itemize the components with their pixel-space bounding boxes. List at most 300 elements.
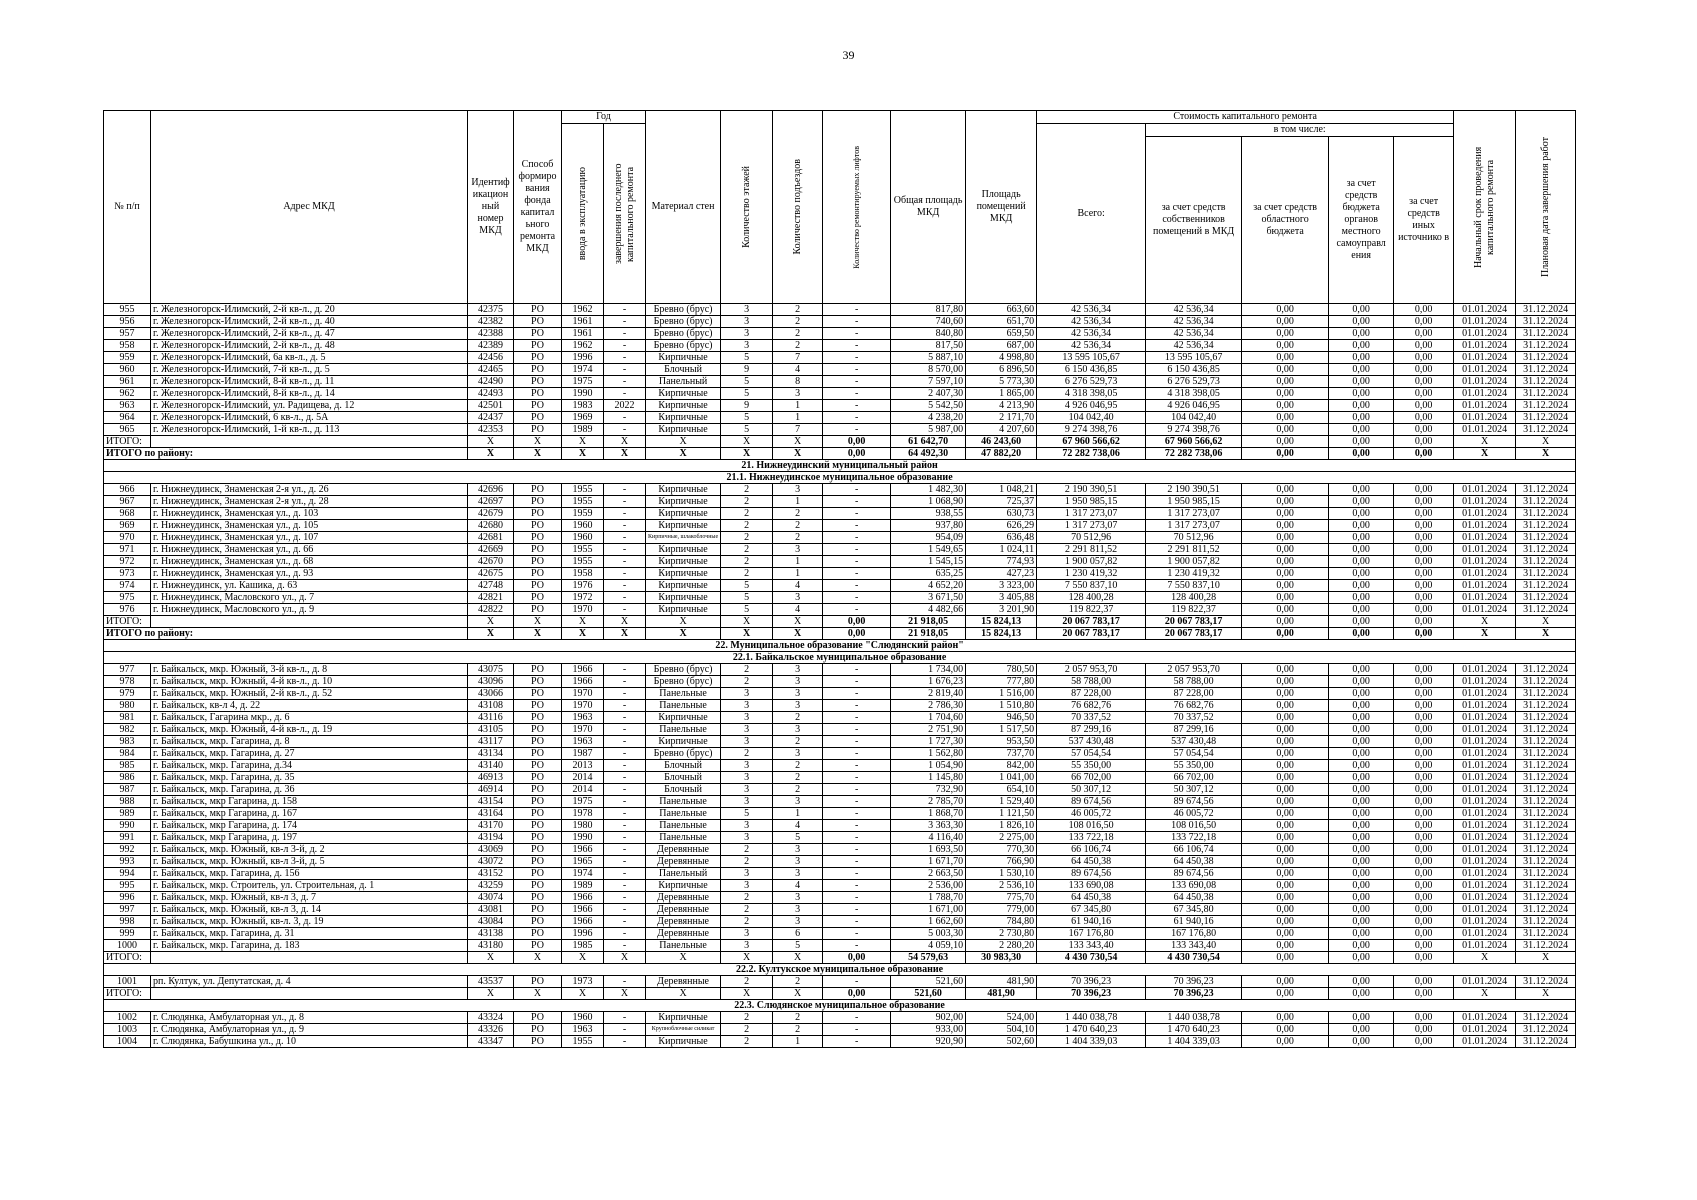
- table-cell: 01.01.2024: [1454, 340, 1516, 352]
- table-cell: 2: [721, 904, 773, 916]
- table-cell: 31.12.2024: [1516, 724, 1576, 736]
- table-cell: 5: [773, 832, 823, 844]
- table-cell: -: [604, 580, 646, 592]
- table-cell: 64 450,38: [1146, 892, 1242, 904]
- table-cell: 21 918,05: [891, 628, 966, 640]
- table-cell: 0,00: [1242, 832, 1329, 844]
- table-cell: 0,00: [1242, 892, 1329, 904]
- table-cell: Панельные: [646, 700, 721, 712]
- table-cell: 8: [773, 376, 823, 388]
- table-cell: X: [604, 988, 646, 1000]
- table-cell: X: [1454, 436, 1516, 448]
- table-cell: 953,50: [966, 736, 1037, 748]
- table-cell: 1: [773, 496, 823, 508]
- table-cell: 72 282 738,06: [1037, 448, 1146, 460]
- table-cell: 1: [773, 400, 823, 412]
- table-cell: 0,00: [1242, 352, 1329, 364]
- table-cell: 01.01.2024: [1454, 412, 1516, 424]
- table-cell: 0,00: [1394, 688, 1454, 700]
- table-cell: Кирпичные: [646, 544, 721, 556]
- table-cell: 987: [104, 784, 151, 796]
- table-cell: 31.12.2024: [1516, 700, 1576, 712]
- table-cell: 22.2. Култукское муниципальное образование: [104, 964, 1576, 976]
- table-cell: 4: [773, 604, 823, 616]
- table-cell: Бревно (брус): [646, 304, 721, 316]
- table-cell: 2: [773, 976, 823, 988]
- table-cell: Крупноблочные силикат: [646, 1024, 721, 1036]
- table-cell: 31.12.2024: [1516, 832, 1576, 844]
- table-cell: 0,00: [1329, 424, 1394, 436]
- table-cell: 770,30: [966, 844, 1037, 856]
- table-cell: г. Байкальск, мкр. Южный, кв-л. 3, д. 19: [151, 916, 468, 928]
- table-cell: г. Байкальск, мкр Гагарина, д. 174: [151, 820, 468, 832]
- table-cell: -: [823, 1024, 891, 1036]
- table-cell: 626,29: [966, 520, 1037, 532]
- table-cell: 1 317 273,07: [1146, 508, 1242, 520]
- table-cell: РО: [514, 304, 562, 316]
- table-cell: 0,00: [1394, 616, 1454, 628]
- table-cell: 0,00: [823, 988, 891, 1000]
- table-cell: 43194: [468, 832, 514, 844]
- table-cell: 4: [773, 364, 823, 376]
- table-cell: X: [721, 616, 773, 628]
- table-cell: 01.01.2024: [1454, 376, 1516, 388]
- table-cell: 0,00: [1394, 772, 1454, 784]
- table-cell: 2: [721, 1024, 773, 1036]
- table-cell: 7 550 837,10: [1037, 580, 1146, 592]
- table-cell: 5 542,50: [891, 400, 966, 412]
- header-method: Способ формиро вания фонда капитал ьного ремонта МКД: [514, 111, 562, 304]
- table-cell: 0,00: [1329, 496, 1394, 508]
- table-cell: 01.01.2024: [1454, 688, 1516, 700]
- table-cell: -: [823, 916, 891, 928]
- table-cell: 22.3. Слюдянское муниципальное образование: [104, 1000, 1576, 1012]
- table-cell: 3: [721, 796, 773, 808]
- table-cell: 1 693,50: [891, 844, 966, 856]
- table-cell: РО: [514, 364, 562, 376]
- table-cell: 1990: [562, 832, 604, 844]
- table-cell: 21 918,05: [891, 616, 966, 628]
- table-cell: РО: [514, 388, 562, 400]
- table-cell: 998: [104, 916, 151, 928]
- table-cell: 0,00: [1242, 796, 1329, 808]
- table-cell: 3 363,30: [891, 820, 966, 832]
- table-cell: 840,80: [891, 328, 966, 340]
- table-cell: г. Слюдянка, Бабушкина ул., д. 10: [151, 1036, 468, 1048]
- table-cell: Деревянные: [646, 904, 721, 916]
- table-cell: 0,00: [1242, 880, 1329, 892]
- table-cell: 31.12.2024: [1516, 508, 1576, 520]
- table-cell: 1 671,00: [891, 904, 966, 916]
- table-cell: 66 702,00: [1146, 772, 1242, 784]
- table-cell: 3: [721, 688, 773, 700]
- table-cell: 87 299,16: [1037, 724, 1146, 736]
- table-cell: 725,37: [966, 496, 1037, 508]
- table-cell: 3: [721, 328, 773, 340]
- table-cell: 01.01.2024: [1454, 532, 1516, 544]
- table-cell: 1000: [104, 940, 151, 952]
- table-cell: 31.12.2024: [1516, 1024, 1576, 1036]
- table-cell: 0,00: [1242, 916, 1329, 928]
- table-cell: 1 676,23: [891, 676, 966, 688]
- table-cell: 01.01.2024: [1454, 832, 1516, 844]
- table-cell: 1 704,60: [891, 712, 966, 724]
- table-cell: 1 482,30: [891, 484, 966, 496]
- table-cell: 31.12.2024: [1516, 748, 1576, 760]
- table-cell: г. Нижнеудинск, Знаменская ул., д. 93: [151, 568, 468, 580]
- table-cell: 133 690,08: [1146, 880, 1242, 892]
- table-cell: 43096: [468, 676, 514, 688]
- table-cell: 1 517,50: [966, 724, 1037, 736]
- table-row: [104, 520, 1576, 532]
- table-cell: 42670: [468, 556, 514, 568]
- table-cell: Панельные: [646, 796, 721, 808]
- table-cell: 4 430 730,54: [1146, 952, 1242, 964]
- table-cell: 01.01.2024: [1454, 772, 1516, 784]
- table-cell: 0,00: [1329, 940, 1394, 952]
- table-cell: 2: [721, 676, 773, 688]
- header-floors: Количество этажей: [721, 111, 773, 304]
- table-cell: 1 470 640,23: [1037, 1024, 1146, 1036]
- table-cell: 0,00: [1242, 1036, 1329, 1048]
- table-cell: 70 396,23: [1146, 988, 1242, 1000]
- table-cell: 1970: [562, 724, 604, 736]
- table-cell: 0,00: [1242, 532, 1329, 544]
- table-cell: 0,00: [1329, 1012, 1394, 1024]
- table-cell: 0,00: [1329, 340, 1394, 352]
- table-cell: -: [823, 340, 891, 352]
- table-cell: 20 067 783,17: [1146, 616, 1242, 628]
- table-cell: 995: [104, 880, 151, 892]
- table-cell: г. Железногорск-Илимский, 7-й кв-л., д. 5: [151, 364, 468, 376]
- table-row: [104, 400, 1576, 412]
- table-cell: 42 536,34: [1037, 316, 1146, 328]
- table-row: [104, 664, 1576, 676]
- table-cell: Кирпичные: [646, 388, 721, 400]
- table-row: [104, 784, 1576, 796]
- table-cell: 0,00: [1242, 388, 1329, 400]
- table-cell: -: [604, 832, 646, 844]
- table-cell: 64 450,38: [1037, 856, 1146, 868]
- table-cell: 0,00: [1242, 616, 1329, 628]
- table-cell: Кирпичные: [646, 592, 721, 604]
- table-cell: Деревянные: [646, 844, 721, 856]
- table-row: [104, 376, 1576, 388]
- table-cell: Кирпичные: [646, 1012, 721, 1024]
- table-cell: 1989: [562, 424, 604, 436]
- table-cell: 1 530,10: [966, 868, 1037, 880]
- table-cell: 64 492,30: [891, 448, 966, 460]
- table-cell: 3: [721, 820, 773, 832]
- table-cell: 0,00: [1242, 700, 1329, 712]
- table-cell: 0,00: [1394, 448, 1454, 460]
- table-cell: -: [823, 592, 891, 604]
- table-cell: Кирпичные: [646, 424, 721, 436]
- table-cell: г. Нижнеудинск, Знаменская 2-я ул., д. 28: [151, 496, 468, 508]
- table-cell: 31.12.2024: [1516, 304, 1576, 316]
- table-cell: 46913: [468, 772, 514, 784]
- table-cell: 01.01.2024: [1454, 364, 1516, 376]
- table-cell: -: [604, 304, 646, 316]
- table-cell: 133 722,18: [1037, 832, 1146, 844]
- table-cell: 0,00: [1329, 868, 1394, 880]
- table-cell: 1985: [562, 940, 604, 952]
- section-row: [104, 1000, 1576, 1012]
- table-cell: 76 682,76: [1037, 700, 1146, 712]
- table-cell: X: [604, 448, 646, 460]
- table-cell: РО: [514, 688, 562, 700]
- table-cell: -: [604, 340, 646, 352]
- table-cell: 2: [773, 532, 823, 544]
- table-cell: 43140: [468, 760, 514, 772]
- table-cell: 67 960 566,62: [1037, 436, 1146, 448]
- table-cell: 0,00: [1242, 604, 1329, 616]
- district-total-row: [104, 448, 1576, 460]
- table-cell: 0,00: [1394, 856, 1454, 868]
- table-cell: -: [604, 1024, 646, 1036]
- table-cell: РО: [514, 412, 562, 424]
- table-cell: 31.12.2024: [1516, 976, 1576, 988]
- header-cost: Стоимость капитального ремонта: [1037, 111, 1454, 124]
- table-cell: Кирпичные: [646, 556, 721, 568]
- table-cell: г. Байкальск, мкр. Гагарина, д.34: [151, 760, 468, 772]
- table-cell: 4 116,40: [891, 832, 966, 844]
- table-cell: 67 960 566,62: [1146, 436, 1242, 448]
- table-cell: 31.12.2024: [1516, 400, 1576, 412]
- table-cell: -: [823, 520, 891, 532]
- table-cell: 31.12.2024: [1516, 364, 1576, 376]
- table-cell: Кирпичные: [646, 484, 721, 496]
- table-cell: 0,00: [1394, 712, 1454, 724]
- table-cell: 31.12.2024: [1516, 556, 1576, 568]
- table-cell: 958: [104, 340, 151, 352]
- table-row: [104, 844, 1576, 856]
- table-cell: -: [823, 388, 891, 400]
- table-cell: 104 042,40: [1146, 412, 1242, 424]
- table-cell: 1: [773, 556, 823, 568]
- table-cell: 2: [773, 1024, 823, 1036]
- table-cell: 0,00: [1242, 448, 1329, 460]
- table-cell: -: [604, 892, 646, 904]
- table-cell: X: [514, 628, 562, 640]
- table-cell: 0,00: [1394, 808, 1454, 820]
- table-row: [104, 364, 1576, 376]
- table-cell: 1966: [562, 676, 604, 688]
- table-cell: 946,50: [966, 712, 1037, 724]
- table-cell: -: [604, 928, 646, 940]
- table-cell: РО: [514, 928, 562, 940]
- table-cell: 0,00: [1329, 400, 1394, 412]
- table-cell: -: [823, 328, 891, 340]
- table-cell: 0,00: [1329, 1036, 1394, 1048]
- table-cell: -: [823, 736, 891, 748]
- table-cell: -: [823, 496, 891, 508]
- table-cell: Панельные: [646, 688, 721, 700]
- subtotal-row: [104, 436, 1576, 448]
- table-cell: 979: [104, 688, 151, 700]
- table-cell: 119 822,37: [1146, 604, 1242, 616]
- table-cell: 6 150 436,85: [1037, 364, 1146, 376]
- table-cell: 1963: [562, 736, 604, 748]
- table-cell: 5 773,30: [966, 376, 1037, 388]
- table-cell: 2: [721, 1012, 773, 1024]
- table-cell: 0,00: [1242, 988, 1329, 1000]
- table-cell: -: [823, 820, 891, 832]
- table-cell: Блочный: [646, 760, 721, 772]
- table-cell: 01.01.2024: [1454, 760, 1516, 772]
- table-cell: г. Байкальск, мкр. Южный, кв-л 3, д. 14: [151, 904, 468, 916]
- table-cell: 0,00: [1329, 676, 1394, 688]
- table-cell: 2 190 390,51: [1037, 484, 1146, 496]
- table-cell: 31.12.2024: [1516, 316, 1576, 328]
- table-cell: 01.01.2024: [1454, 796, 1516, 808]
- table-cell: -: [823, 724, 891, 736]
- section-row: [104, 964, 1576, 976]
- table-cell: 0,00: [1394, 376, 1454, 388]
- table-cell: 988: [104, 796, 151, 808]
- table-cell: 31.12.2024: [1516, 568, 1576, 580]
- table-cell: -: [604, 352, 646, 364]
- table-cell: г. Байкальск, мкр. Строитель, ул. Строительная, д. 1: [151, 880, 468, 892]
- table-cell: 636,48: [966, 532, 1037, 544]
- table-cell: 0,00: [1394, 580, 1454, 592]
- table-cell: 3: [773, 700, 823, 712]
- table-cell: X: [1516, 436, 1576, 448]
- table-cell: 1 950 985,15: [1037, 496, 1146, 508]
- table-cell: 966: [104, 484, 151, 496]
- table-cell: 01.01.2024: [1454, 484, 1516, 496]
- table-cell: -: [604, 364, 646, 376]
- table-row: [104, 1024, 1576, 1036]
- table-cell: -: [823, 604, 891, 616]
- table-cell: 31.12.2024: [1516, 1036, 1576, 1048]
- table-cell: 31.12.2024: [1516, 808, 1576, 820]
- table-cell: 1 230 419,32: [1146, 568, 1242, 580]
- table-cell: 970: [104, 532, 151, 544]
- table-cell: X: [562, 448, 604, 460]
- table-cell: 0,00: [1394, 724, 1454, 736]
- table-cell: Бревно (брус): [646, 664, 721, 676]
- table-cell: 57 054,54: [1037, 748, 1146, 760]
- table-cell: 1990: [562, 388, 604, 400]
- table-cell: Панельные: [646, 832, 721, 844]
- table-cell: 2 407,30: [891, 388, 966, 400]
- table-cell: 0,00: [1329, 844, 1394, 856]
- table-cell: 0,00: [823, 616, 891, 628]
- table-cell: 0,00: [1394, 520, 1454, 532]
- table-cell: -: [823, 1036, 891, 1048]
- table-cell: 0,00: [1394, 784, 1454, 796]
- table-cell: 3: [773, 688, 823, 700]
- table-cell: 67 345,80: [1037, 904, 1146, 916]
- table-cell: 2: [773, 508, 823, 520]
- table-cell: X: [468, 616, 514, 628]
- table-cell: -: [604, 376, 646, 388]
- table-row: [104, 316, 1576, 328]
- table-cell: г. Байкальск, мкр Гагарина, д. 197: [151, 832, 468, 844]
- table-cell: -: [823, 808, 891, 820]
- table-cell: 980: [104, 700, 151, 712]
- table-cell: 01.01.2024: [1454, 520, 1516, 532]
- table-cell: 66 106,74: [1146, 844, 1242, 856]
- table-cell: 42353: [468, 424, 514, 436]
- table-cell: 537 430,48: [1146, 736, 1242, 748]
- table-cell: 0,00: [1329, 712, 1394, 724]
- table-cell: 3: [773, 748, 823, 760]
- table-cell: 0,00: [1394, 928, 1454, 940]
- table-cell: 43074: [468, 892, 514, 904]
- table-cell: X: [646, 616, 721, 628]
- table-cell: 2 171,70: [966, 412, 1037, 424]
- table-cell: 0,00: [1329, 1024, 1394, 1036]
- table-cell: 817,50: [891, 340, 966, 352]
- table-cell: 21. Нижнеудинский муниципальный район: [104, 460, 1576, 472]
- table-cell: 1970: [562, 700, 604, 712]
- table-row: [104, 748, 1576, 760]
- table-cell: 0,00: [1394, 412, 1454, 424]
- table-cell: 3 201,90: [966, 604, 1037, 616]
- table-cell: X: [514, 952, 562, 964]
- table-cell: 31.12.2024: [1516, 880, 1576, 892]
- table-cell: 4: [773, 820, 823, 832]
- table-cell: РО: [514, 400, 562, 412]
- table-cell: 502,60: [966, 1036, 1037, 1048]
- table-row: [104, 556, 1576, 568]
- table-cell: РО: [514, 556, 562, 568]
- table-cell: 2 057 953,70: [1146, 664, 1242, 676]
- table-cell: 990: [104, 820, 151, 832]
- table-cell: Кирпичные: [646, 580, 721, 592]
- table-cell: 01.01.2024: [1454, 868, 1516, 880]
- table-cell: 128 400,28: [1146, 592, 1242, 604]
- table-cell: 0,00: [1394, 892, 1454, 904]
- table-cell: 42 536,34: [1146, 328, 1242, 340]
- table-cell: 984: [104, 748, 151, 760]
- table-cell: X: [646, 628, 721, 640]
- subtotal-row: [104, 616, 1576, 628]
- table-cell: Кирпичные: [646, 520, 721, 532]
- table-cell: 42680: [468, 520, 514, 532]
- table-cell: 766,90: [966, 856, 1037, 868]
- table-cell: г. Байкальск, мкр. Южный, кв-л 3-й, д. 5: [151, 856, 468, 868]
- table-cell: 1974: [562, 364, 604, 376]
- table-cell: 0,00: [1394, 1036, 1454, 1048]
- table-cell: -: [604, 784, 646, 796]
- table-cell: -: [823, 700, 891, 712]
- table-cell: 663,60: [966, 304, 1037, 316]
- table-cell: 55 350,00: [1146, 760, 1242, 772]
- table-cell: 42679: [468, 508, 514, 520]
- table-cell: 3: [721, 940, 773, 952]
- table-cell: 43138: [468, 928, 514, 940]
- table-row: [104, 868, 1576, 880]
- table-cell: 0,00: [1329, 820, 1394, 832]
- table-cell: 0,00: [1329, 760, 1394, 772]
- table-cell: 0,00: [1394, 760, 1454, 772]
- table-cell: -: [604, 760, 646, 772]
- table-cell: 2: [773, 316, 823, 328]
- table-cell: г. Байкальск, мкр. Гагарина, д. 156: [151, 868, 468, 880]
- table-cell: -: [823, 748, 891, 760]
- table-cell: 993: [104, 856, 151, 868]
- table-cell: 1955: [562, 556, 604, 568]
- table-cell: 1 048,21: [966, 484, 1037, 496]
- table-cell: г. Нижнеудинск, Знаменская ул., д. 107: [151, 532, 468, 544]
- table-cell: 42490: [468, 376, 514, 388]
- table-cell: 01.01.2024: [1454, 604, 1516, 616]
- table-cell: X: [646, 448, 721, 460]
- table-cell: 1 404 339,03: [1146, 1036, 1242, 1048]
